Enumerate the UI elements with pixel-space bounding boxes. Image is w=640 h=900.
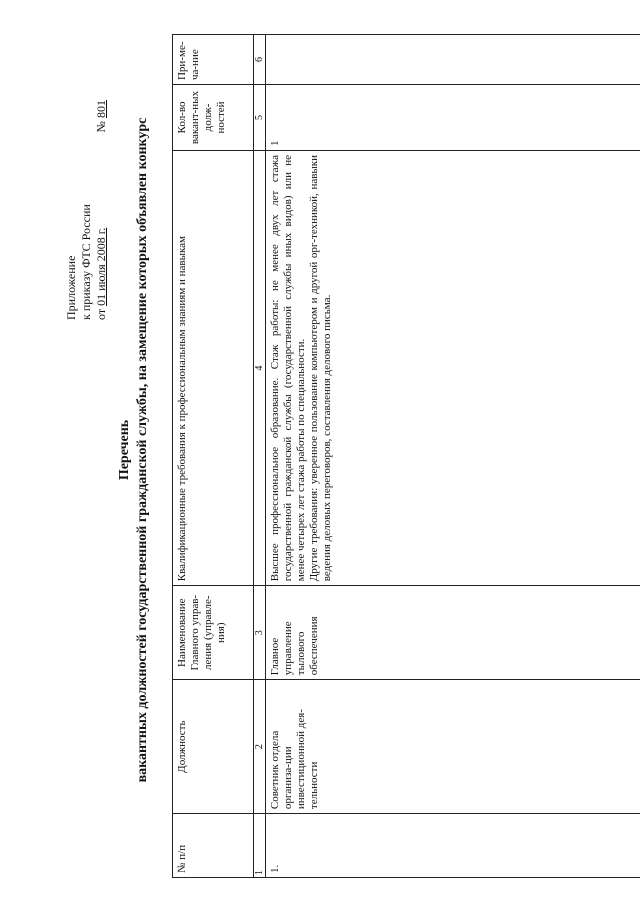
header-num: № п/п: [173, 814, 254, 878]
header-notes: При-ме-ча-ние: [173, 35, 254, 85]
appendix-label: Приложение: [64, 255, 78, 320]
requirements-paragraph-2: Другие требования: уверенное пользование компьютером и другой орг-техникой, навыки ведения деловых переговоров, составления делового письма.: [308, 154, 333, 582]
title-line-1: Перечень: [117, 419, 132, 481]
header-vacancies: Кол-во вакант-ных долж-ностей: [173, 85, 254, 151]
column-number-row: [254, 35, 266, 878]
appendix-number-label: №: [94, 121, 108, 133]
document-title: [116, 40, 152, 860]
appendix-block: [64, 100, 109, 320]
header-position: Должность: [173, 680, 254, 814]
appendix-date-line: [94, 100, 109, 320]
table-header-row: [173, 35, 254, 878]
row-vacancies: 1: [266, 85, 640, 151]
header-department: Наименование Главного управ-ления (управле-ния): [173, 586, 254, 680]
row-department: Главное управление тылового обеспечения: [266, 586, 640, 680]
header-requirements: Квалификационные требования к профессиональным знаниям и навыкам: [173, 150, 254, 585]
vacancies-table: [172, 34, 640, 878]
row-notes: [266, 35, 640, 85]
column-number: 6: [254, 35, 266, 85]
appendix-order-ref: к приказу ФТС России: [79, 204, 93, 320]
requirements-paragraph-1: Высшее профессиональное образование. Стаж работы: не менее двух лет стажа государственной гражданской службы (государственной службы иных видов) или не менее четырех лет стажа работы по специальности.: [269, 154, 307, 582]
appendix-date-prefix: от: [94, 308, 108, 320]
appendix-number: 801: [94, 100, 108, 118]
column-number: 4: [254, 150, 266, 585]
row-num: 1.: [266, 814, 640, 878]
appendix-date: 01 июля 2008 г.: [94, 227, 108, 306]
column-number: 2: [254, 680, 266, 814]
row-requirements: [266, 150, 640, 585]
row-position: Советник отдела организа-ции инвестиционной дея-тельности: [266, 680, 640, 814]
title-line-2: вакантных должностей государственной гражданской службы, на замещение которых объявлен конкурс: [135, 117, 150, 783]
column-number: 5: [254, 85, 266, 151]
column-number: 3: [254, 586, 266, 680]
table-row: [266, 35, 640, 878]
column-number: 1: [254, 814, 266, 878]
